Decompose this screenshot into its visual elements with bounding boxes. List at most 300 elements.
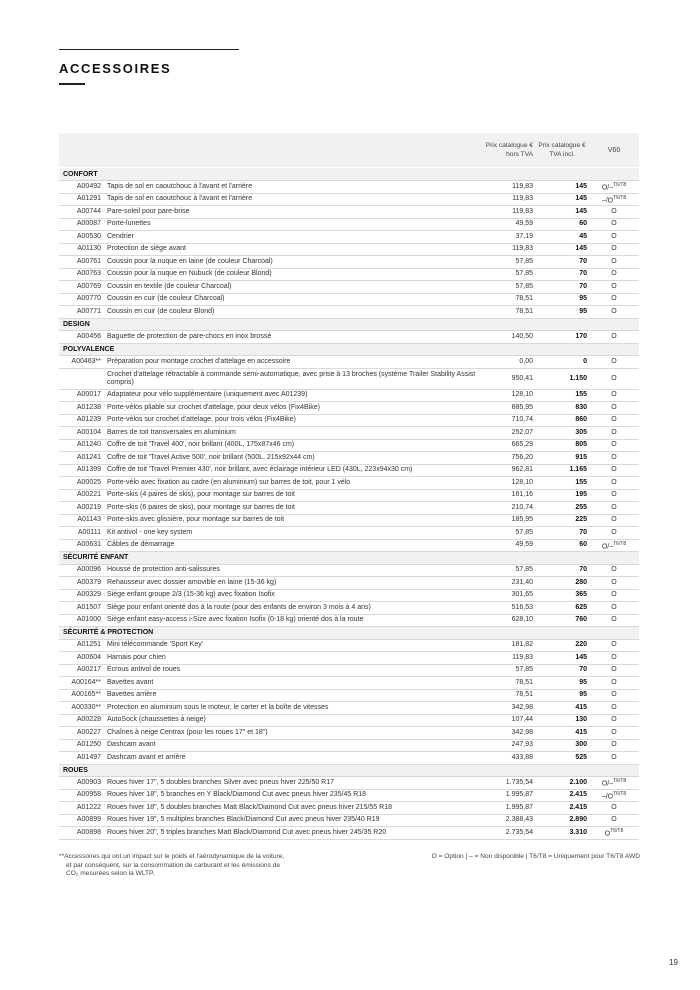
item-code: A00330** (59, 702, 105, 715)
availability-note: T6/T8 (610, 828, 624, 835)
availability-value: O/– (601, 184, 614, 192)
availability-value: O (611, 245, 617, 253)
price-incl-vat: 70 (535, 564, 589, 577)
table-row (59, 368, 639, 389)
availability-value: O (611, 603, 617, 611)
price-incl-vat: 3.310 (535, 827, 589, 840)
item-code: A00379 (59, 577, 105, 590)
availability-legend: O = Option | – = Non disponible | T6/T8 = Uniquement pour T6/T8 AWD (431, 853, 640, 860)
item-description: Dashcam avant (105, 739, 485, 752)
table-row (59, 502, 639, 515)
availability-value: O (611, 453, 617, 461)
item-code: A01399 (59, 464, 105, 477)
price-incl-vat: 145 (535, 243, 589, 256)
price-excl-vat: 119,83 (485, 206, 535, 219)
table-body (59, 168, 639, 839)
table-row (59, 577, 639, 590)
item-description: Coffre de toit 'Travel Active 500', noir brillant (500L, 215x92x44 cm) (105, 452, 485, 465)
availability-cell (589, 639, 639, 652)
item-code: A00492 (59, 181, 105, 194)
availability-cell (589, 602, 639, 615)
table-row (59, 589, 639, 602)
item-description: Préparation pour montage crochet d'attelage en accessoire (105, 356, 485, 369)
accessories-price-table (59, 133, 639, 840)
availability-cell (589, 268, 639, 281)
availability-value: O (611, 566, 617, 574)
item-description: Coussin en textile (de couleur Charcoal) (105, 281, 485, 294)
price-incl-vat: 300 (535, 739, 589, 752)
availability-value: O (611, 207, 617, 215)
availability-cell (589, 752, 639, 765)
table-row (59, 306, 639, 319)
price-incl-vat: 2.890 (535, 814, 589, 827)
section-header (59, 627, 639, 640)
price-incl-vat: 915 (535, 452, 589, 465)
availability-value: O (611, 307, 617, 315)
availability-value: O (611, 403, 617, 411)
table-row (59, 427, 639, 440)
price-excl-vat: 49,59 (485, 218, 535, 231)
item-description: Baguette de protection de pare-chocs en inox brossé (105, 331, 485, 344)
item-description: Coffre de toit 'Travel 400', noir brillant (400L, 175x87x46 cm) (105, 439, 485, 452)
item-code: A01130 (59, 243, 105, 256)
availability-value: O (611, 653, 617, 661)
availability-value: O (611, 441, 617, 449)
price-excl-vat: 1.995,87 (485, 789, 535, 802)
item-description: Tapis de sol en caoutchouc à l'avant et l'arrière (105, 181, 485, 194)
price-incl-vat: 860 (535, 414, 589, 427)
item-code: A00744 (59, 206, 105, 219)
item-code: A00763 (59, 268, 105, 281)
item-code: A00771 (59, 306, 105, 319)
item-description: Porte-vélo avec fixation au cadre (en aluminium) sur barres de toit, pour 1 vélo (105, 477, 485, 490)
price-incl-vat: 1.165 (535, 464, 589, 477)
page-title: ACCESSOIRES (59, 61, 172, 76)
price-excl-vat: 433,88 (485, 752, 535, 765)
item-description: Siège enfant groupe 2/3 (15-36 kg) avec fixation Isofix (105, 589, 485, 602)
availability-note: T6/T8 (613, 194, 627, 201)
table-row (59, 356, 639, 369)
availability-value: O (611, 591, 617, 599)
price-excl-vat: 252,07 (485, 427, 535, 440)
availability-value: O (611, 503, 617, 511)
table-row (59, 389, 639, 402)
price-incl-vat: 220 (535, 639, 589, 652)
availability-cell (589, 389, 639, 402)
table-row (59, 714, 639, 727)
availability-cell (589, 452, 639, 465)
price-excl-vat: 119,83 (485, 652, 535, 665)
price-incl-vat: 95 (535, 689, 589, 702)
price-incl-vat: 1.150 (535, 368, 589, 389)
section-title: CONFORT (59, 168, 639, 181)
price-incl-vat: 2.100 (535, 777, 589, 790)
item-code: A00111 (59, 527, 105, 540)
table-header-row (59, 133, 639, 167)
availability-cell (589, 589, 639, 602)
price-incl-vat: 170 (535, 331, 589, 344)
item-code: A00228 (59, 714, 105, 727)
price-excl-vat: 950,41 (485, 368, 535, 389)
footnote-line-2: et par conséquent, sur la consommation de carburant et les émissions de (66, 861, 281, 869)
price-incl-vat: 45 (535, 231, 589, 244)
availability-value: O (611, 641, 617, 649)
table-row (59, 439, 639, 452)
price-excl-vat: 0,00 (485, 356, 535, 369)
availability-cell (589, 306, 639, 319)
item-code: A01239 (59, 414, 105, 427)
availability-value: O (611, 491, 617, 499)
table-row (59, 652, 639, 665)
item-code: A00899 (59, 814, 105, 827)
item-code: A00087 (59, 218, 105, 231)
availability-value: O (611, 691, 617, 699)
availability-cell (589, 714, 639, 727)
availability-value: O (611, 220, 617, 228)
availability-value: O (611, 528, 617, 536)
item-code: A00329 (59, 589, 105, 602)
price-incl-vat: 365 (535, 589, 589, 602)
item-code: A00903 (59, 777, 105, 790)
availability-cell (589, 652, 639, 665)
availability-value: O (611, 374, 617, 382)
price-excl-vat: 2.735,54 (485, 827, 535, 840)
table-row (59, 477, 639, 490)
price-incl-vat: 305 (535, 427, 589, 440)
availability-value: O (611, 357, 617, 365)
availability-value: O (611, 741, 617, 749)
price-excl-vat: 685,95 (485, 402, 535, 415)
availability-cell (589, 402, 639, 415)
item-code: A00165** (59, 689, 105, 702)
price-excl-vat: 57,85 (485, 564, 535, 577)
availability-value: O/– (601, 542, 614, 550)
item-description: Porte-skis (4 paires de skis), pour montage sur barres de toit (105, 489, 485, 502)
item-description: Câbles de démarrage (105, 539, 485, 552)
section-title: POLYVALENCE (59, 343, 639, 356)
section-header (59, 552, 639, 565)
price-excl-vat: 119,83 (485, 193, 535, 206)
price-excl-vat: 57,85 (485, 664, 535, 677)
price-incl-vat: 95 (535, 293, 589, 306)
availability-cell (589, 739, 639, 752)
item-code: A01251 (59, 639, 105, 652)
price-incl-vat: 70 (535, 664, 589, 677)
price-excl-vat: 342,98 (485, 727, 535, 740)
section-header (59, 168, 639, 181)
item-code: A00958 (59, 789, 105, 802)
availability-value: O (611, 516, 617, 524)
item-description: Coffre de toit 'Travel Premier 430', noir brillant, avec éclairage intérieur LED (430L, 223x94x30 cm) (105, 464, 485, 477)
price-excl-vat: 665,29 (485, 439, 535, 452)
availability-cell (589, 193, 639, 206)
table-row (59, 739, 639, 752)
price-incl-vat: 70 (535, 256, 589, 269)
price-incl-vat: 70 (535, 268, 589, 281)
availability-note: T6/T8 (613, 540, 627, 547)
item-description: Housse de protection anti-salissures (105, 564, 485, 577)
availability-cell (589, 789, 639, 802)
item-description: Roues hiver 20", 5 triples branches Matt Black/Diamond Cut avec pneus hiver 245/35 R20 (105, 827, 485, 840)
table-row (59, 218, 639, 231)
item-description: Dashcam avant et arrière (105, 752, 485, 765)
footnote (59, 853, 329, 879)
availability-cell (589, 368, 639, 389)
price-incl-vat: 145 (535, 206, 589, 219)
item-description: Siège enfant easy-access i-Size avec fixation Isofix (0-18 kg) orienté dos à la route (105, 614, 485, 627)
table-row (59, 452, 639, 465)
price-incl-vat: 145 (535, 181, 589, 194)
item-code: A01241 (59, 452, 105, 465)
item-code: A01000 (59, 614, 105, 627)
availability-value: O (611, 466, 617, 474)
table-row (59, 414, 639, 427)
availability-note: T6/T8 (613, 778, 627, 785)
price-excl-vat: 628,10 (485, 614, 535, 627)
header-description (105, 133, 485, 167)
price-excl-vat: 1.995,87 (485, 802, 535, 815)
price-incl-vat: 70 (535, 281, 589, 294)
price-excl-vat: 1.735,54 (485, 777, 535, 790)
table-row (59, 814, 639, 827)
table-row (59, 702, 639, 715)
table-row (59, 206, 639, 219)
price-excl-vat: 119,83 (485, 181, 535, 194)
item-description: Coussin en cuir (de couleur Blond) (105, 306, 485, 319)
item-code: A00217 (59, 664, 105, 677)
item-code: A00530 (59, 231, 105, 244)
availability-value: O (604, 830, 611, 838)
price-excl-vat: 231,40 (485, 577, 535, 590)
table-row (59, 402, 639, 415)
price-incl-vat: 2.415 (535, 802, 589, 815)
item-description: Coussin en cuir (de couleur Charcoal) (105, 293, 485, 306)
availability-value: –/O (601, 792, 614, 800)
section-header (59, 318, 639, 331)
availability-value: O (611, 666, 617, 674)
price-incl-vat: 0 (535, 356, 589, 369)
item-code: A01222 (59, 802, 105, 815)
table-row (59, 193, 639, 206)
item-code: A00770 (59, 293, 105, 306)
table-row (59, 777, 639, 790)
section-header (59, 764, 639, 777)
availability-value: O (611, 753, 617, 761)
item-description: Siège pour enfant orienté dos à la route (pour des enfants de environ 3 mois à 4 ans) (105, 602, 485, 615)
table-row (59, 268, 639, 281)
header-model: V60 (589, 133, 639, 167)
top-rule (59, 49, 239, 50)
price-incl-vat: 70 (535, 527, 589, 540)
availability-value: O (611, 803, 617, 811)
item-description: Crochet d'attelage rétractable à commande semi-automatique, avec prise à 13 broches (système Trailer Stability Assist compris) (105, 368, 485, 389)
table-row (59, 689, 639, 702)
price-excl-vat: 119,83 (485, 243, 535, 256)
price-excl-vat: 247,93 (485, 739, 535, 752)
price-excl-vat: 140,50 (485, 331, 535, 344)
item-description: Harnais pour chien (105, 652, 485, 665)
item-description: Coussin pour la nuque en Nubuck (de couleur Blond) (105, 268, 485, 281)
price-excl-vat: 107,44 (485, 714, 535, 727)
item-description: Roues hiver 18", 5 branches en Y Black/Diamond Cut avec pneus hiver 235/45 R18 (105, 789, 485, 802)
price-excl-vat: 128,10 (485, 477, 535, 490)
header-price-ht: Prix catalogue € hors TVA (485, 133, 535, 167)
price-excl-vat: 181,82 (485, 639, 535, 652)
availability-cell (589, 293, 639, 306)
table-row (59, 489, 639, 502)
price-incl-vat: 95 (535, 306, 589, 319)
availability-cell (589, 489, 639, 502)
availability-cell (589, 218, 639, 231)
table-row (59, 752, 639, 765)
section-title: ROUES (59, 764, 639, 777)
availability-cell (589, 427, 639, 440)
price-excl-vat: 2.388,43 (485, 814, 535, 827)
item-description: AutoSock (chaussettes à neige) (105, 714, 485, 727)
availability-value: O (611, 428, 617, 436)
table-row (59, 464, 639, 477)
item-description: Porte-vélos sur crochet d'attelage, pour trois vélos (Fix4Bike) (105, 414, 485, 427)
item-code (59, 368, 105, 389)
footnote-line-1: **Accessoires qui ont un impact sur le poids et l'aérodynamique de la voiture, (59, 853, 285, 860)
availability-cell (589, 614, 639, 627)
availability-cell (589, 814, 639, 827)
availability-cell (589, 181, 639, 194)
item-code: A00227 (59, 727, 105, 740)
price-excl-vat: 57,85 (485, 281, 535, 294)
header-price-ttc: Prix catalogue € TVA incl. (535, 133, 589, 167)
table-row (59, 539, 639, 552)
price-excl-vat: 49,59 (485, 539, 535, 552)
price-excl-vat: 185,95 (485, 514, 535, 527)
price-excl-vat: 78,51 (485, 293, 535, 306)
table-row (59, 602, 639, 615)
availability-cell (589, 439, 639, 452)
item-description: Coussin pour la nuque en laine (de couleur Charcoal) (105, 256, 485, 269)
item-code: A00219 (59, 502, 105, 515)
price-incl-vat: 145 (535, 652, 589, 665)
item-code: A00898 (59, 827, 105, 840)
item-code: A00769 (59, 281, 105, 294)
availability-note: T6/T8 (613, 790, 627, 797)
availability-cell (589, 502, 639, 515)
availability-value: O (611, 270, 617, 278)
item-code: A00164** (59, 677, 105, 690)
availability-value: –/O (601, 196, 614, 204)
availability-value: O (611, 416, 617, 424)
table-row (59, 564, 639, 577)
item-description: Écrous antivol de roues (105, 664, 485, 677)
table-row (59, 231, 639, 244)
availability-value: O (611, 678, 617, 686)
availability-cell (589, 564, 639, 577)
availability-value: O (611, 478, 617, 486)
item-code: A00604 (59, 652, 105, 665)
item-description: Bavettes arrière (105, 689, 485, 702)
price-excl-vat: 78,51 (485, 306, 535, 319)
table-row (59, 802, 639, 815)
table-row (59, 789, 639, 802)
item-code: A01143 (59, 514, 105, 527)
availability-cell (589, 577, 639, 590)
item-description: Porte-skis (6 paires de skis), pour montage sur barres de toit (105, 502, 485, 515)
price-incl-vat: 145 (535, 193, 589, 206)
item-code: A01507 (59, 602, 105, 615)
availability-cell (589, 414, 639, 427)
price-excl-vat: 756,20 (485, 452, 535, 465)
availability-cell (589, 464, 639, 477)
availability-value: O (611, 232, 617, 240)
price-incl-vat: 415 (535, 702, 589, 715)
price-excl-vat: 210,74 (485, 502, 535, 515)
availability-value: O (611, 703, 617, 711)
availability-cell (589, 256, 639, 269)
item-code: A00104 (59, 427, 105, 440)
item-description: Cendrier (105, 231, 485, 244)
item-description: Pare-soleil pour pare-brise (105, 206, 485, 219)
item-code: A01497 (59, 752, 105, 765)
item-code: A01291 (59, 193, 105, 206)
availability-value: O (611, 332, 617, 340)
price-incl-vat: 130 (535, 714, 589, 727)
item-code: A00631 (59, 539, 105, 552)
item-code: A01238 (59, 402, 105, 415)
availability-cell (589, 231, 639, 244)
item-code: A01250 (59, 739, 105, 752)
price-excl-vat: 57,85 (485, 268, 535, 281)
title-underline (59, 83, 85, 85)
availability-value: O/– (601, 780, 614, 788)
availability-cell (589, 802, 639, 815)
table-row (59, 181, 639, 194)
availability-cell (589, 356, 639, 369)
table-row (59, 639, 639, 652)
item-description: Rehausseur avec dossier amovible en laine (15-36 kg) (105, 577, 485, 590)
table-row (59, 243, 639, 256)
item-code: A01240 (59, 439, 105, 452)
section-title: SÉCURITÉ ENFANT (59, 552, 639, 565)
table-row (59, 514, 639, 527)
item-description: Chaînes à neige Centrax (pour les roues 17" et 18") (105, 727, 485, 740)
table-row (59, 677, 639, 690)
price-excl-vat: 301,65 (485, 589, 535, 602)
page-number: 19 (669, 958, 678, 967)
price-incl-vat: 760 (535, 614, 589, 627)
availability-value: O (611, 728, 617, 736)
price-excl-vat: 128,10 (485, 389, 535, 402)
table-row (59, 281, 639, 294)
availability-cell (589, 702, 639, 715)
availability-value: O (611, 578, 617, 586)
price-excl-vat: 710,74 (485, 414, 535, 427)
availability-value: O (611, 816, 617, 824)
price-incl-vat: 2.415 (535, 789, 589, 802)
availability-value: O (611, 295, 617, 303)
price-excl-vat: 78,51 (485, 689, 535, 702)
table-row (59, 614, 639, 627)
item-description: Bavettes avant (105, 677, 485, 690)
item-description: Roues hiver 17", 5 doubles branches Silver avec pneus hiver 225/50 R17 (105, 777, 485, 790)
availability-note: T6/T8 (613, 182, 627, 189)
availability-value: O (611, 282, 617, 290)
item-code: A00017 (59, 389, 105, 402)
table-row (59, 331, 639, 344)
price-incl-vat: 195 (535, 489, 589, 502)
price-incl-vat: 95 (535, 677, 589, 690)
item-description: Adaptateur pour vélo supplémentaire (uniquement avec A01239) (105, 389, 485, 402)
availability-cell (589, 827, 639, 840)
availability-value: O (611, 616, 617, 624)
